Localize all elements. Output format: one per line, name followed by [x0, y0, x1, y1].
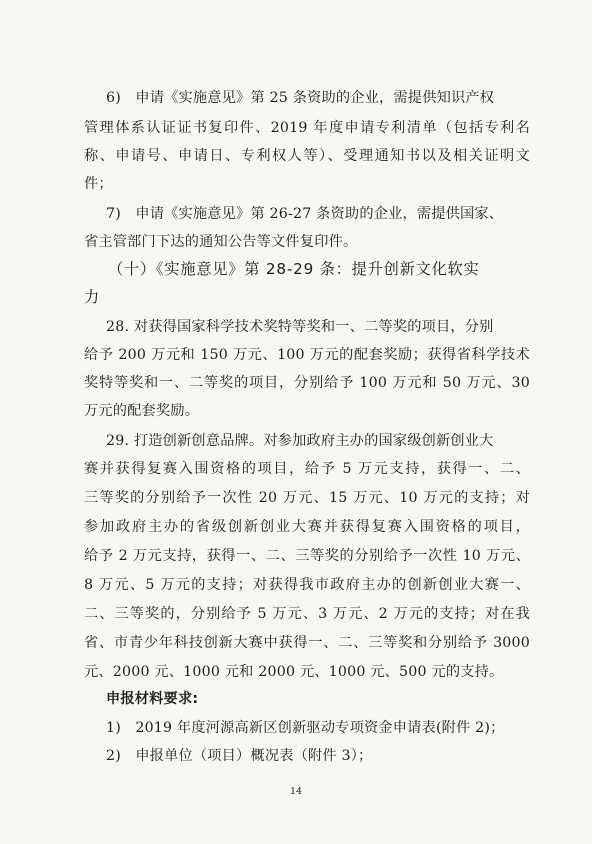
paragraph-line: 6) 申请《实施意见》第 25 条资助的企业，需提供知识产权	[106, 90, 495, 106]
paragraph-line: 管理体系认证证书复印件、2019 年度申请专利清单（包括专利名	[84, 120, 530, 136]
paragraph-line: 7) 申请《实施意见》第 26-27 条资助的企业，需提供国家、	[106, 206, 504, 222]
section-heading: （十）《实施意见》第 28-29 条：提升创新文化软实	[108, 260, 480, 278]
paragraph-line: 赛并获得复赛入围资格的项目，给予 5 万元支持，获得一、二、	[84, 461, 530, 477]
list-item: 1) 2019 年度河源高新区创新驱动专项资金申请表(附件 2)；	[106, 720, 505, 736]
paragraph-line: 参加政府主办的省级创新创业大赛并获得复赛入围资格的项目，	[84, 519, 530, 535]
paragraph-line: 29. 打造创新创意品牌。对参加政府主办的国家级创新创业大	[106, 433, 494, 449]
paragraph-line: 件；	[84, 176, 113, 192]
list-item: 2) 申报单位（项目）概况表（附件 3）；	[106, 748, 373, 764]
paragraph-line: 28. 对获得国家科学技术奖特等奖和一、二等奖的项目，分别	[106, 319, 494, 335]
paragraph-line: 省主管部门下达的通知公告等文件复印件。	[84, 234, 358, 250]
page-number: 14	[289, 786, 303, 797]
paragraph-line: 万元的配套奖励。	[84, 403, 200, 419]
paragraph-line: 奖特等奖和一、二等奖的项目，分别给予 100 万元和 50 万元、30	[84, 375, 530, 391]
section-heading: 力	[84, 288, 100, 306]
paragraph-line: 二、三等奖的，分别给予 5 万元、3 万元、2 万元的支持；对在我	[84, 606, 530, 622]
paragraph-line: 三等奖的分别给予一次性 20 万元、15 万元、10 万元的支持；对	[84, 490, 530, 506]
paragraph-line: 给予 2 万元支持，获得一、二、三等奖的分别给予一次性 10 万元、	[84, 548, 530, 564]
subheading: 申报材料要求:	[106, 691, 199, 707]
paragraph-line: 给予 200 万元和 150 万元、100 万元的配套奖励；获得省科学技术	[84, 347, 530, 363]
paragraph-line: 称、申请号、申请日、专利权人等）、受理通知书以及相关证明文	[84, 148, 530, 164]
paragraph-line: 省、市青少年科技创新大赛中获得一、二、三等奖和分别给予 3000	[84, 635, 530, 651]
paragraph-line: 元、2000 元、1000 元和 2000 元、1000 元、500 元的支持。	[84, 664, 504, 680]
paragraph-line: 8 万元、5 万元的支持；对获得我市政府主办的创新创业大赛一、	[84, 577, 530, 593]
